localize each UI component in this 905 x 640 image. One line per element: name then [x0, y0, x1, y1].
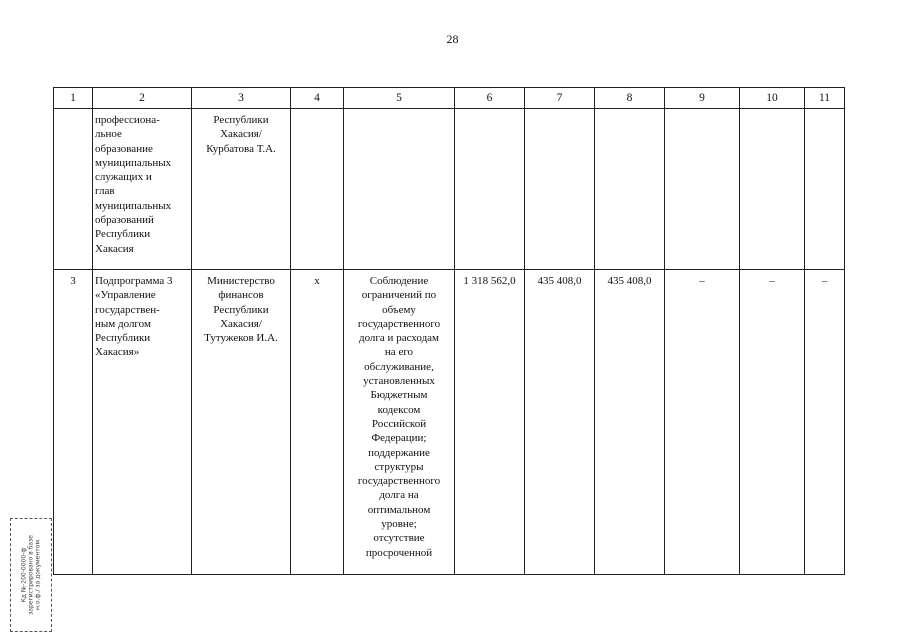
text-line: ограничений по [361, 289, 437, 302]
cell-name [93, 109, 192, 270]
text-line: Соблюдение [369, 275, 429, 287]
text-line: Хакасия/ [220, 128, 262, 141]
text-line: профессиона- [95, 114, 160, 126]
text-line: Хакасия [95, 242, 134, 255]
text-line: Российской [371, 417, 427, 430]
registration-stamp [10, 518, 52, 632]
text-line: объему [382, 303, 416, 316]
header-cell: 3 [192, 88, 291, 109]
text-line: Хакасия/ [220, 317, 262, 330]
header-cell: 8 [595, 88, 665, 109]
text-line: Республики [213, 114, 269, 126]
text-line: долга и расходам [358, 332, 440, 345]
cell-col7 [525, 109, 595, 270]
cell-responsible [192, 109, 291, 270]
header-cell: 6 [455, 88, 525, 109]
text-line: Министерство [207, 275, 275, 287]
text-line: муниципальных [95, 199, 172, 212]
header-cell: 4 [291, 88, 344, 109]
table-row [54, 109, 845, 270]
cell-number: 3 [54, 270, 93, 575]
text-line: Республики [95, 332, 151, 345]
cell-col6 [455, 109, 525, 270]
text-line: служащих и [95, 171, 152, 184]
text-line: Тутужеков И.А. [204, 332, 278, 345]
header-cell: 10 [740, 88, 805, 109]
cell-col10: – [740, 270, 805, 575]
cell-col11: – [805, 270, 845, 575]
header-cell: 7 [525, 88, 595, 109]
header-row [54, 88, 845, 109]
cell-responsible [192, 270, 291, 575]
cell-col11 [805, 109, 845, 270]
text-line: Хакасия» [95, 346, 140, 359]
page-number: 28 [446, 32, 459, 46]
cell-col9 [665, 109, 740, 270]
text-line: обслуживание, [364, 360, 434, 373]
cell-col8 [595, 109, 665, 270]
cell-amount-year2: 435 408,0 [595, 270, 665, 575]
text-line: уровне; [381, 518, 417, 531]
text-line: поддержание [368, 446, 430, 459]
text-line: Кд №-200-0000-ф [20, 547, 28, 603]
text-line: Курбатова Т.А. [206, 142, 276, 155]
text-line: глав [95, 185, 115, 198]
text-line: муниципальных [95, 156, 172, 169]
stamp-text [21, 520, 42, 630]
text-line: на его [384, 346, 414, 359]
text-line: образований [95, 214, 154, 227]
text-line: просроченной [365, 546, 433, 559]
text-line: кодексом [377, 403, 421, 416]
cell-name [93, 270, 192, 575]
text-line: Подпрограмма 3 [95, 275, 173, 287]
text-line: зарегистрировано в базе [27, 535, 35, 615]
text-line: оптимальном [367, 503, 431, 516]
cell-col4: х [291, 270, 344, 575]
cell-col5 [344, 109, 455, 270]
cell-col9: – [665, 270, 740, 575]
text-line: Бюджетным [370, 389, 428, 402]
header-cell: 2 [93, 88, 192, 109]
text-line: н.о.ф./ за документом [34, 540, 42, 610]
cell-amount-year1: 435 408,0 [525, 270, 595, 575]
text-line: Республики [213, 303, 269, 316]
text-line: установленных [363, 375, 435, 388]
text-line: образование [95, 142, 153, 155]
text-line: структуры [374, 460, 424, 473]
text-line: государственного [357, 317, 441, 330]
table-row [54, 270, 845, 575]
text-line: государственного [357, 475, 441, 488]
text-line: льное [95, 128, 122, 141]
header-cell: 9 [665, 88, 740, 109]
text-line: государствен- [95, 303, 160, 316]
text-line: Республики [95, 228, 151, 241]
cell-col10 [740, 109, 805, 270]
header-cell: 5 [344, 88, 455, 109]
cell-number [54, 109, 93, 270]
header-cell: 1 [54, 88, 93, 109]
header-cell: 11 [805, 88, 845, 109]
text-line: финансов [218, 289, 264, 302]
text-line: ным долгом [95, 317, 151, 330]
text-line: «Управление [95, 289, 156, 302]
cell-col4 [291, 109, 344, 270]
text-line: Федерации; [371, 432, 427, 445]
text-line: отсутствие [373, 532, 425, 545]
cell-amount-total: 1 318 562,0 [455, 270, 525, 575]
program-table [53, 87, 845, 575]
text-line: долга на [379, 489, 419, 502]
cell-goal [344, 270, 455, 575]
